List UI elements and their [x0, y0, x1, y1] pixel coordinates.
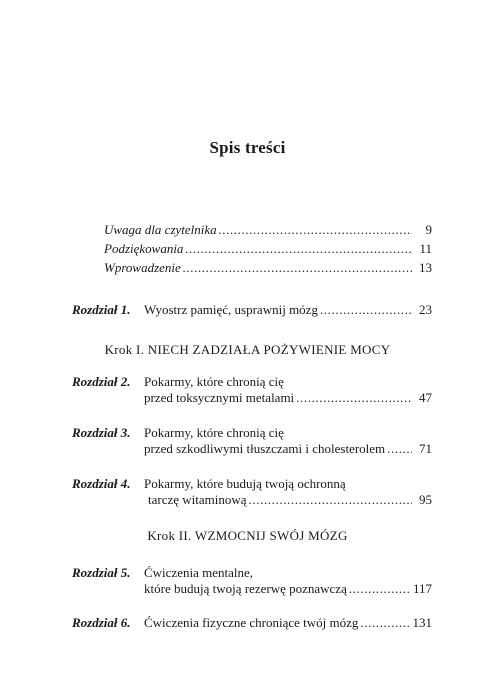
chapter-title: Ćwiczenia fizyczne chroniące twój mózg — [144, 615, 359, 630]
page-title: Spis treści — [209, 138, 286, 157]
entry-page: 11 — [419, 241, 432, 256]
leader-dots — [185, 241, 412, 257]
entry-label: Wprowadzenie — [104, 260, 181, 275]
chapter-page: 117 — [412, 581, 432, 596]
chapter-page: 23 — [419, 302, 432, 317]
entry-label: Podziękowania — [104, 241, 184, 256]
chapter-label: Rozdział 1. — [72, 302, 131, 317]
chapter-page: 71 — [419, 441, 432, 456]
toc-entry-front-3[interactable] — [104, 260, 432, 276]
leader-dots — [349, 581, 411, 597]
toc-entry-chapter-4[interactable] — [72, 476, 432, 508]
chapter-page: 131 — [412, 615, 432, 630]
step-heading-1: Krok I. NIECH ZADZIAŁA POŻYWIENIE MOCY — [104, 342, 391, 357]
chapter-title-line-2: przed szkodliwymi tłuszczami i cholesterolem — [144, 441, 386, 456]
chapter-label: Rozdział 4. — [72, 476, 131, 491]
chapter-page: 95 — [419, 492, 432, 507]
toc-entry-front-2[interactable] — [104, 241, 432, 257]
toc-entry-front-1[interactable] — [104, 222, 432, 238]
chapter-title-line-2: tarczę witaminową — [148, 492, 247, 507]
toc-entry-chapter-1[interactable] — [72, 302, 432, 318]
leader-dots — [296, 390, 412, 406]
chapter-label: Rozdział 2. — [72, 374, 131, 389]
leader-dots — [360, 615, 410, 631]
leader-dots — [320, 302, 412, 318]
chapter-label: Rozdział 3. — [72, 425, 131, 440]
toc-entry-chapter-5[interactable] — [72, 565, 432, 597]
entry-page: 9 — [425, 222, 432, 237]
chapter-title: Wyostrz pamięć, usprawnij mózg — [144, 302, 318, 317]
leader-dots — [219, 222, 412, 238]
chapter-page: 47 — [419, 390, 432, 405]
toc-entry-chapter-3[interactable] — [72, 425, 432, 457]
chapter-title-line-2: które budują twoją rezerwę poznawczą — [144, 581, 347, 596]
chapter-label: Rozdział 5. — [72, 565, 131, 580]
chapter-title-line-1: Pokarmy, które chronią cię — [144, 425, 284, 440]
entry-label: Uwaga dla czytelnika — [104, 222, 217, 237]
leader-dots — [183, 260, 412, 276]
leader-dots — [387, 441, 412, 457]
entry-page: 13 — [419, 260, 432, 275]
chapter-title-line-1: Pokarmy, które chronią cię — [144, 374, 284, 389]
step-heading-2: Krok II. WZMOCNIJ SWÓJ MÓZG — [147, 528, 348, 543]
chapter-title-line-1: Pokarmy, które budują twoją ochronną — [144, 476, 346, 491]
chapter-title-line-1: Ćwiczenia mentalne, — [144, 565, 254, 580]
chapter-title-line-2: przed toksycznymi metalami — [144, 390, 295, 405]
leader-dots — [249, 492, 412, 508]
toc-entry-chapter-2[interactable] — [72, 374, 432, 406]
toc-entry-chapter-6[interactable] — [72, 615, 432, 631]
chapter-label: Rozdział 6. — [72, 615, 131, 630]
